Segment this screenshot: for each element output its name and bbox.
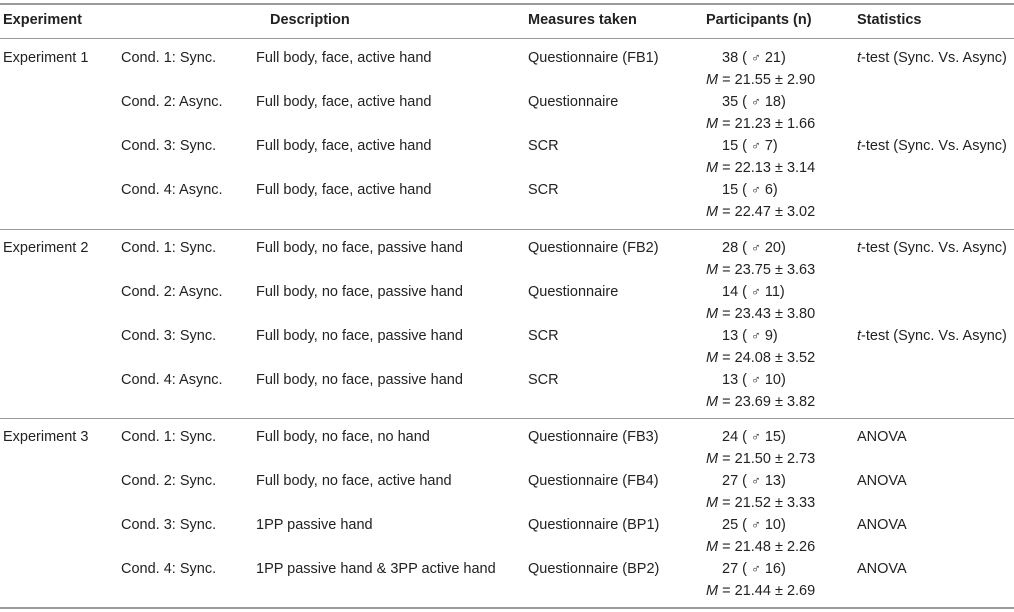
- statistics-cell: [857, 325, 1007, 347]
- description-cell: Full body, no face, passive hand: [256, 372, 463, 388]
- measure-cell: SCR: [528, 372, 559, 388]
- statistic-italic: t: [857, 328, 862, 344]
- participants-count: [722, 135, 778, 157]
- mean-value: 21.44: [734, 583, 771, 599]
- participants-age: [706, 113, 815, 135]
- participants-count: [722, 426, 786, 448]
- paren-open: (: [742, 372, 748, 388]
- male-count: 21: [764, 50, 781, 66]
- participants-count: [722, 281, 785, 303]
- experiment-label: Experiment 3: [3, 429, 89, 445]
- condition-cell: Cond. 3: Sync.: [121, 328, 217, 344]
- male-symbol-icon: ♂: [751, 284, 761, 299]
- plus-minus-sign: ±: [770, 583, 787, 599]
- mean-value: 22.13: [734, 160, 771, 176]
- description-cell: Full body, face, active hand: [256, 94, 432, 110]
- condition-cell: Cond. 3: Sync.: [121, 517, 217, 533]
- paren-close: ): [772, 138, 778, 154]
- condition-cell: Cond. 4: Async.: [121, 182, 223, 198]
- statistic-text: ANOVA: [857, 517, 907, 533]
- mean-symbol: M: [706, 495, 719, 511]
- condition-cell: Cond. 4: Async.: [121, 372, 223, 388]
- participants-age: [706, 391, 815, 413]
- male-symbol-icon: ♂: [751, 182, 761, 197]
- description-cell: 1PP passive hand & 3PP active hand: [256, 561, 496, 577]
- sd-value: 1.66: [786, 116, 816, 132]
- participants-count: [722, 514, 786, 536]
- measure-cell: Questionnaire (FB2): [528, 240, 659, 256]
- header-description: Description: [270, 12, 350, 28]
- plus-minus-sign: ±: [770, 160, 787, 176]
- sd-value: 2.73: [786, 451, 816, 467]
- condition-cell: Cond. 4: Sync.: [121, 561, 217, 577]
- paren-close: ): [780, 372, 786, 388]
- male-count: 15: [764, 429, 781, 445]
- condition-cell: Cond. 1: Sync.: [121, 50, 217, 66]
- male-symbol-icon: ♂: [751, 429, 761, 444]
- paren-close: ): [780, 94, 786, 110]
- description-cell: Full body, no face, passive hand: [256, 284, 463, 300]
- count-value: 24: [722, 429, 739, 445]
- statistics-cell: [857, 514, 907, 536]
- paren-close: ): [780, 517, 786, 533]
- male-count: 20: [764, 240, 781, 256]
- mean-symbol: M: [706, 394, 719, 410]
- statistic-text: ANOVA: [857, 429, 907, 445]
- count-value: 35: [722, 94, 739, 110]
- male-count: 9: [764, 328, 773, 344]
- male-count: 6: [764, 182, 773, 198]
- plus-minus-sign: ±: [770, 306, 787, 322]
- male-symbol-icon: ♂: [751, 240, 761, 255]
- measure-cell: Questionnaire (FB1): [528, 50, 659, 66]
- sd-value: 3.63: [786, 262, 816, 278]
- statistic-text: -test (Sync. Vs. Async): [861, 328, 1007, 344]
- count-value: 13: [722, 372, 739, 388]
- male-count: 10: [764, 372, 781, 388]
- description-cell: Full body, face, active hand: [256, 50, 432, 66]
- male-symbol-icon: ♂: [751, 561, 761, 576]
- paren-close: ): [780, 429, 786, 445]
- description-cell: Full body, no face, no hand: [256, 429, 430, 445]
- male-symbol-icon: ♂: [751, 372, 761, 387]
- participants-age: [706, 259, 815, 281]
- mean-symbol: M: [706, 451, 719, 467]
- participants-count: [722, 237, 786, 259]
- description-cell: Full body, no face, active hand: [256, 473, 452, 489]
- participants-count: [722, 91, 786, 113]
- measure-cell: Questionnaire: [528, 94, 619, 110]
- participants-age: [706, 536, 815, 558]
- experiment-label: Experiment 1: [3, 50, 89, 66]
- paren-open: (: [742, 473, 748, 489]
- male-symbol-icon: ♂: [751, 517, 761, 532]
- description-cell: Full body, face, active hand: [256, 182, 432, 198]
- participants-age: [706, 580, 815, 602]
- paren-open: (: [742, 284, 748, 300]
- statistics-cell: [857, 426, 907, 448]
- equals-sign: =: [718, 495, 735, 511]
- paren-close: ): [779, 284, 785, 300]
- condition-cell: Cond. 2: Async.: [121, 94, 223, 110]
- sd-value: 3.82: [786, 394, 816, 410]
- mean-value: 21.23: [734, 116, 771, 132]
- statistics-cell: [857, 47, 1007, 69]
- participants-age: [706, 201, 815, 223]
- count-value: 13: [722, 328, 739, 344]
- count-value: 25: [722, 517, 739, 533]
- statistic-text: -test (Sync. Vs. Async): [861, 138, 1007, 154]
- male-count: 11: [764, 284, 780, 300]
- plus-minus-sign: ±: [770, 539, 787, 555]
- sd-value: 2.26: [786, 539, 816, 555]
- equals-sign: =: [718, 262, 735, 278]
- measure-cell: Questionnaire: [528, 284, 619, 300]
- sd-value: 3.02: [786, 204, 816, 220]
- participants-count: [722, 47, 786, 69]
- count-value: 14: [722, 284, 739, 300]
- statistic-text: -test (Sync. Vs. Async): [861, 240, 1007, 256]
- equals-sign: =: [718, 350, 735, 366]
- header-measures: Measures taken: [528, 12, 637, 28]
- male-symbol-icon: ♂: [751, 94, 761, 109]
- mean-symbol: M: [706, 204, 719, 220]
- header-rule: [0, 38, 1014, 39]
- participants-age: [706, 303, 815, 325]
- paren-close: ): [780, 473, 786, 489]
- participants-count: [722, 325, 778, 347]
- condition-cell: Cond. 2: Sync.: [121, 473, 217, 489]
- paren-close: ): [772, 328, 778, 344]
- measure-cell: Questionnaire (FB3): [528, 429, 659, 445]
- mean-symbol: M: [706, 350, 719, 366]
- header-participants: Participants (n): [706, 12, 812, 28]
- paren-open: (: [742, 561, 748, 577]
- sd-value: 2.69: [786, 583, 816, 599]
- measure-cell: SCR: [528, 328, 559, 344]
- paren-open: (: [742, 182, 748, 198]
- sd-value: 3.33: [786, 495, 816, 511]
- mean-value: 21.50: [734, 451, 771, 467]
- mean-symbol: M: [706, 306, 719, 322]
- measure-cell: Questionnaire (FB4): [528, 473, 659, 489]
- count-value: 28: [722, 240, 739, 256]
- plus-minus-sign: ±: [770, 116, 787, 132]
- paren-open: (: [742, 50, 748, 66]
- group-divider-2: [0, 418, 1014, 419]
- measure-cell: SCR: [528, 182, 559, 198]
- count-value: 15: [722, 138, 739, 154]
- statistics-cell: [857, 470, 907, 492]
- count-value: 27: [722, 473, 739, 489]
- mean-value: 21.55: [734, 72, 771, 88]
- description-cell: Full body, no face, passive hand: [256, 240, 463, 256]
- statistic-text: ANOVA: [857, 473, 907, 489]
- participants-count: [722, 470, 786, 492]
- participants-age: [706, 157, 815, 179]
- measure-cell: SCR: [528, 138, 559, 154]
- participants-age: [706, 448, 815, 470]
- description-cell: Full body, no face, passive hand: [256, 328, 463, 344]
- participants-count: [722, 179, 778, 201]
- participants-age: [706, 347, 815, 369]
- equals-sign: =: [718, 72, 735, 88]
- equals-sign: =: [718, 160, 735, 176]
- participants-age: [706, 69, 815, 91]
- mean-symbol: M: [706, 72, 719, 88]
- mean-symbol: M: [706, 116, 719, 132]
- equals-sign: =: [718, 204, 735, 220]
- plus-minus-sign: ±: [770, 394, 787, 410]
- mean-symbol: M: [706, 160, 719, 176]
- mean-value: 24.08: [734, 350, 771, 366]
- sd-value: 3.52: [786, 350, 816, 366]
- table-top-rule: [0, 3, 1014, 5]
- mean-value: 21.48: [734, 539, 771, 555]
- mean-symbol: M: [706, 262, 719, 278]
- equals-sign: =: [718, 306, 735, 322]
- mean-value: 23.43: [734, 306, 771, 322]
- paren-close: ): [772, 182, 778, 198]
- paren-open: (: [742, 517, 748, 533]
- header-statistics: Statistics: [857, 12, 922, 28]
- paren-close: ): [780, 240, 786, 256]
- equals-sign: =: [718, 451, 735, 467]
- condition-cell: Cond. 1: Sync.: [121, 429, 217, 445]
- paren-close: ): [780, 561, 786, 577]
- statistics-cell: [857, 135, 1007, 157]
- participants-age: [706, 492, 815, 514]
- plus-minus-sign: ±: [770, 262, 787, 278]
- male-symbol-icon: ♂: [751, 473, 761, 488]
- equals-sign: =: [718, 583, 735, 599]
- sd-value: 3.80: [786, 306, 816, 322]
- mean-value: 23.69: [734, 394, 771, 410]
- statistic-text: ANOVA: [857, 561, 907, 577]
- male-count: 18: [764, 94, 781, 110]
- equals-sign: =: [718, 539, 735, 555]
- male-count: 7: [764, 138, 773, 154]
- measure-cell: Questionnaire (BP2): [528, 561, 660, 577]
- count-value: 27: [722, 561, 739, 577]
- header-experiment: Experiment: [3, 12, 82, 28]
- measure-cell: Questionnaire (BP1): [528, 517, 660, 533]
- mean-value: 23.75: [734, 262, 771, 278]
- condition-cell: Cond. 3: Sync.: [121, 138, 217, 154]
- plus-minus-sign: ±: [770, 451, 787, 467]
- paren-open: (: [742, 138, 748, 154]
- statistic-text: -test (Sync. Vs. Async): [861, 50, 1007, 66]
- count-value: 38: [722, 50, 739, 66]
- participants-count: [722, 369, 786, 391]
- condition-cell: Cond. 1: Sync.: [121, 240, 217, 256]
- plus-minus-sign: ±: [770, 495, 787, 511]
- condition-cell: Cond. 2: Async.: [121, 284, 223, 300]
- paren-open: (: [742, 240, 748, 256]
- statistic-italic: t: [857, 50, 862, 66]
- mean-value: 22.47: [734, 204, 771, 220]
- mean-value: 21.52: [734, 495, 771, 511]
- equals-sign: =: [718, 394, 735, 410]
- plus-minus-sign: ±: [770, 350, 787, 366]
- male-count: 10: [764, 517, 781, 533]
- equals-sign: =: [718, 116, 735, 132]
- experiment-label: Experiment 2: [3, 240, 89, 256]
- description-cell: Full body, face, active hand: [256, 138, 432, 154]
- male-symbol-icon: ♂: [751, 328, 761, 343]
- description-cell: 1PP passive hand: [256, 517, 373, 533]
- participants-count: [722, 558, 786, 580]
- paren-open: (: [742, 328, 748, 344]
- statistic-italic: t: [857, 138, 862, 154]
- table-bottom-rule: [0, 607, 1014, 609]
- paren-open: (: [742, 429, 748, 445]
- mean-symbol: M: [706, 583, 719, 599]
- statistics-cell: [857, 237, 1007, 259]
- male-symbol-icon: ♂: [751, 138, 761, 153]
- statistics-cell: [857, 558, 907, 580]
- paren-open: (: [742, 94, 748, 110]
- sd-value: 2.90: [786, 72, 816, 88]
- group-divider-1: [0, 229, 1014, 230]
- paren-close: ): [780, 50, 786, 66]
- count-value: 15: [722, 182, 739, 198]
- mean-symbol: M: [706, 539, 719, 555]
- statistic-italic: t: [857, 240, 862, 256]
- male-symbol-icon: ♂: [751, 50, 761, 65]
- plus-minus-sign: ±: [770, 204, 787, 220]
- male-count: 13: [764, 473, 781, 489]
- male-count: 16: [764, 561, 781, 577]
- plus-minus-sign: ±: [770, 72, 787, 88]
- sd-value: 3.14: [786, 160, 816, 176]
